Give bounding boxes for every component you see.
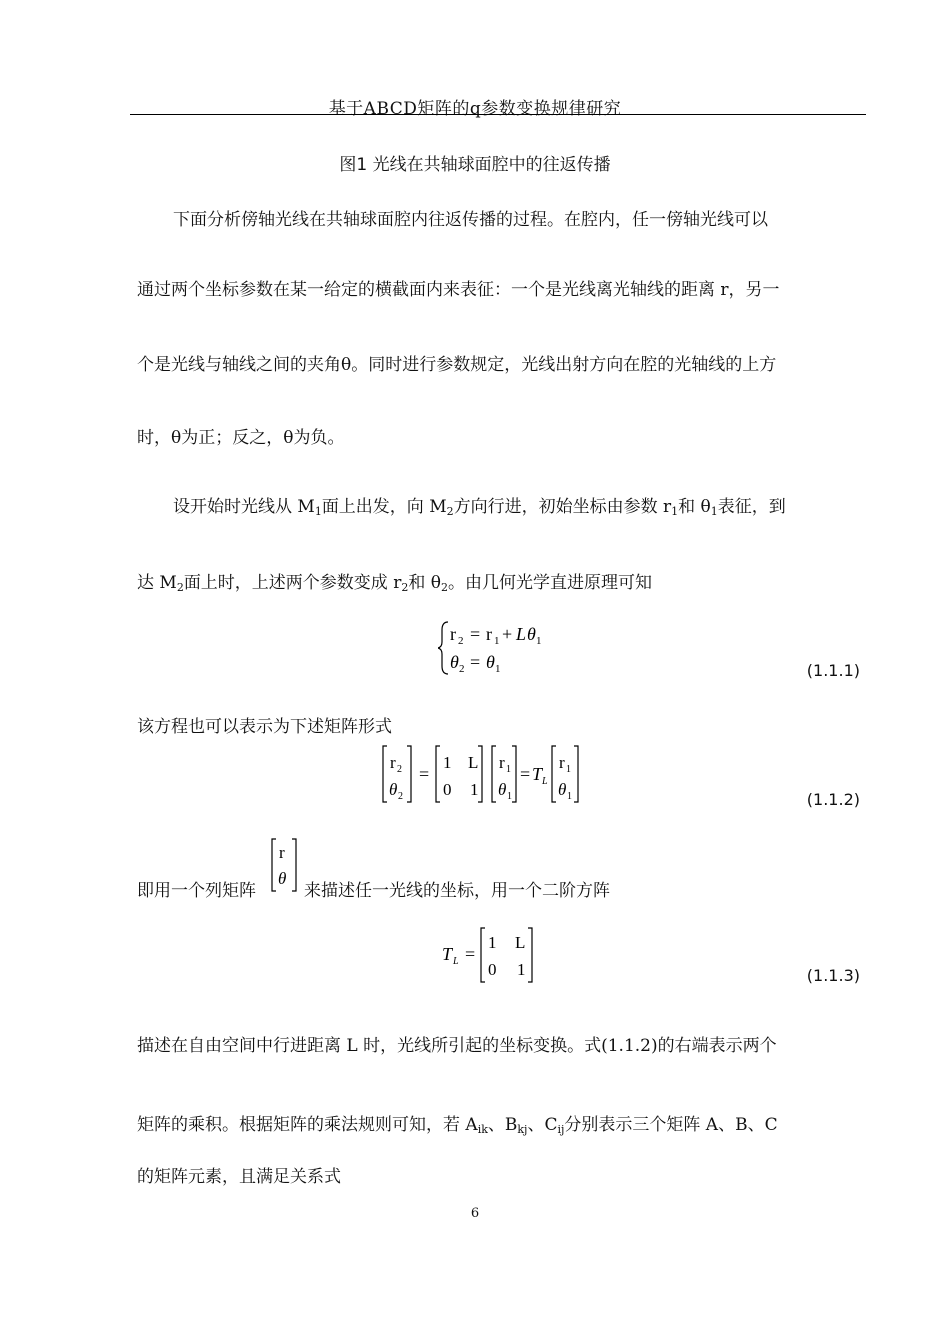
svg-text:θ: θ [527,624,536,644]
svg-text:=: = [520,764,531,784]
svg-text:T: T [532,764,543,784]
svg-text:θ: θ [558,780,567,799]
paragraph-line: 该方程也可以表示为下述矩阵形式 [137,717,392,737]
equation-number: (1.1.1) [806,661,860,680]
svg-text:r: r [279,843,285,862]
paragraph-line: 时，θ为正；反之，θ为负。 [137,428,345,448]
svg-text:r: r [390,753,396,772]
svg-text:1: 1 [507,791,512,802]
paragraph-line: 设开始时光线从 $M_1$面上出发，向 $M_2$方向行进，初始坐标由参数 $r_1$和 $\theta_1$表征，到 [173,497,786,518]
equation-number: (1.1.3) [806,966,860,985]
svg-text:r: r [499,753,505,772]
svg-text:1: 1 [494,635,500,647]
svg-text:θ: θ [450,652,459,672]
svg-text:=: = [470,624,481,644]
svg-text:1: 1 [566,764,571,775]
svg-text:θ: θ [486,652,495,672]
svg-text:+: + [502,624,513,644]
svg-text:1: 1 [536,635,542,647]
equation-1-1-3 [440,925,550,985]
svg-text:θ: θ [498,780,507,799]
svg-text:L: L [515,933,526,952]
paragraph-line: 来描述任一光线的坐标，用一个二阶方阵 [304,881,610,901]
svg-text:1: 1 [488,933,497,952]
svg-text:2: 2 [459,663,465,675]
equation-number: (1.1.2) [806,790,860,809]
svg-text:0: 0 [488,960,497,979]
svg-text:1: 1 [495,663,501,675]
equation-1-1-1 [438,618,558,678]
svg-text:r: r [450,624,456,644]
page-number: 6 [470,1206,480,1221]
paragraph-line: 即用一个列矩阵 [137,881,256,901]
svg-text:1: 1 [517,960,526,979]
svg-text:L: L [468,753,479,772]
svg-text:L: L [516,624,527,644]
paragraph-line: 达 $M_2$面上时，上述两个参数变成 $r_2$和 $\theta_2$。由几何光学直进原理可知 [137,573,652,594]
header-rule [130,114,866,115]
svg-text:=: = [465,944,476,964]
paragraph-line: 通过两个坐标参数在某一给定的横截面内来表征：一个是光线离光轴线的距离 r，另一 [137,280,780,300]
inline-column-matrix [270,836,300,894]
paragraph-line: 矩阵的乘积。根据矩阵的乘法规则可知，若 $A_{ik}$、$B_{kj}$、$C_{ij}$分别表示三个矩阵 A、B、C [137,1115,778,1136]
paragraph-line: 描述在自由空间中行进距离 L 时，光线所引起的坐标变换。式(1.1.2)的右端表示两个 [137,1036,777,1056]
paragraph-line: 下面分析傍轴光线在共轴球面腔内往返传播的过程。在腔内，任一傍轴光线可以 [173,210,768,230]
svg-text:2: 2 [398,791,403,802]
svg-text:=: = [419,764,430,784]
svg-text:θ: θ [278,869,287,888]
svg-text:1: 1 [506,764,511,775]
svg-text:r: r [486,624,492,644]
svg-text:0: 0 [443,780,452,799]
paragraph-line: 的矩阵元素，且满足关系式 [137,1167,341,1187]
figure-caption: 图1 光线在共轴球面腔中的往返传播 [339,155,611,175]
svg-text:2: 2 [397,764,402,775]
svg-text:1: 1 [470,780,479,799]
svg-text:L: L [542,776,548,787]
svg-text:1: 1 [443,753,452,772]
running-header: 基于ABCD矩阵的q参数变换规律研究 [328,99,622,119]
svg-text:1: 1 [567,791,572,802]
svg-text:θ: θ [389,780,398,799]
svg-text:L: L [453,956,459,967]
svg-text:=: = [470,652,481,672]
svg-text:T: T [442,944,453,964]
svg-text:r: r [559,753,565,772]
svg-text:2: 2 [458,635,464,647]
equation-1-1-2 [382,743,602,805]
paragraph-line: 个是光线与轴线之间的夹角θ。同时进行参数规定，光线出射方向在腔的光轴线的上方 [137,355,777,375]
